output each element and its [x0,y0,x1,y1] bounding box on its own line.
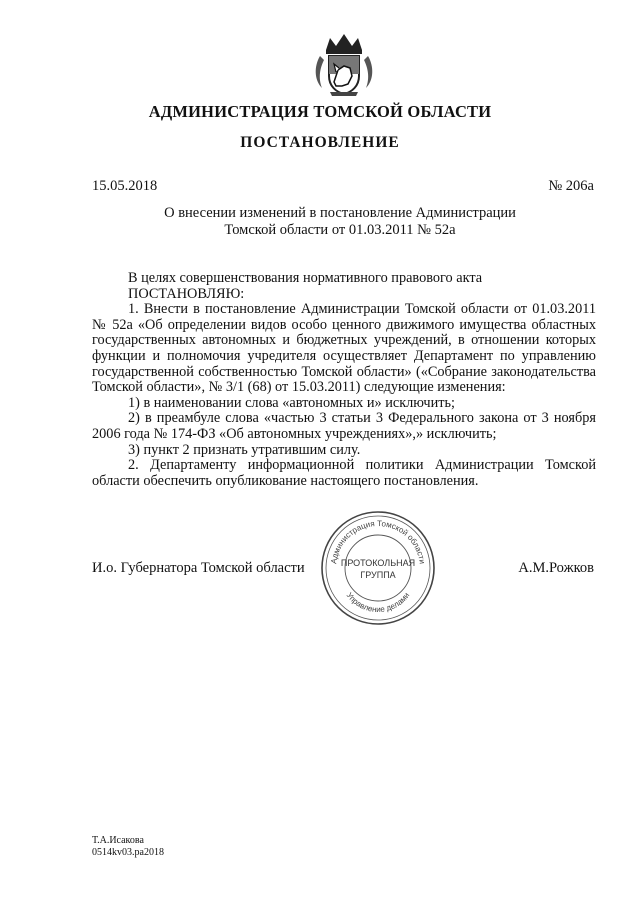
subject-line-1: О внесении изменений в постановление Администрации [164,205,516,221]
preamble: В целях совершенствования нормативного правового акта [128,270,483,286]
clause-2: 2. Департаменту информационной политики Администрации Томской области обеспечить опубликование настоящего постановления. [92,457,596,489]
coat-of-arms-icon [312,30,376,98]
stamp-center-line-1: ПРОТОКОЛЬНАЯ [340,558,416,568]
clause-1: 1. Внести в постановление Администрации Томской области от 01.03.2011 № 52а «Об определении видов особо ценного движимого имущества областных государственных автономных и бюджетных учреждений, в отношении которых функции и полномочия учредителя осуществляет Департамент по управлению государственной собственностью Томской области» («Собрание законодательства Томской области», № 3/1 (68) от 15.03.2011) следующие изменения: [92,301,596,396]
document-body [92,271,596,489]
seal-stamp [318,508,438,628]
stamp-ring-top: Администрация Томской области [329,518,427,565]
document-date: 15.05.2018 [92,178,158,194]
subject-line-2: Томской области от 01.03.2011 № 52а [224,222,456,238]
document-subject [120,205,560,239]
clause-1-2: 2) в преамбуле слова «частью 3 статьи 3 Федерального закона от 3 ноября 2006 года № 174-ФЗ «Об автономных учреждениях»,» исключить; [92,410,596,442]
clause-1-1: 1) в наименовании слова «автономных и» исключить; [128,394,456,411]
organization-title: АДМИНИСТРАЦИЯ ТОМСКОЙ ОБЛАСТИ [148,102,492,121]
executor-file: 0514kv03.ра2018 [92,847,164,858]
clause-1-3: 3) пункт 2 признать утратившим силу. [128,441,361,458]
stamp-center-line-2: ГРУППА [360,570,396,580]
stamp-ring-bottom: Управление делами [344,590,412,615]
executor-info [92,835,164,859]
signer-position: И.о. Губернатора Томской области [92,560,305,576]
signer-name: А.М.Рожков [518,560,594,576]
document-number: № 206а [548,178,594,194]
document-type: ПОСТАНОВЛЕНИЕ [240,134,400,151]
resolve-word: ПОСТАНОВЛЯЮ: [128,285,245,302]
executor-name: Т.А.Исакова [92,835,144,846]
